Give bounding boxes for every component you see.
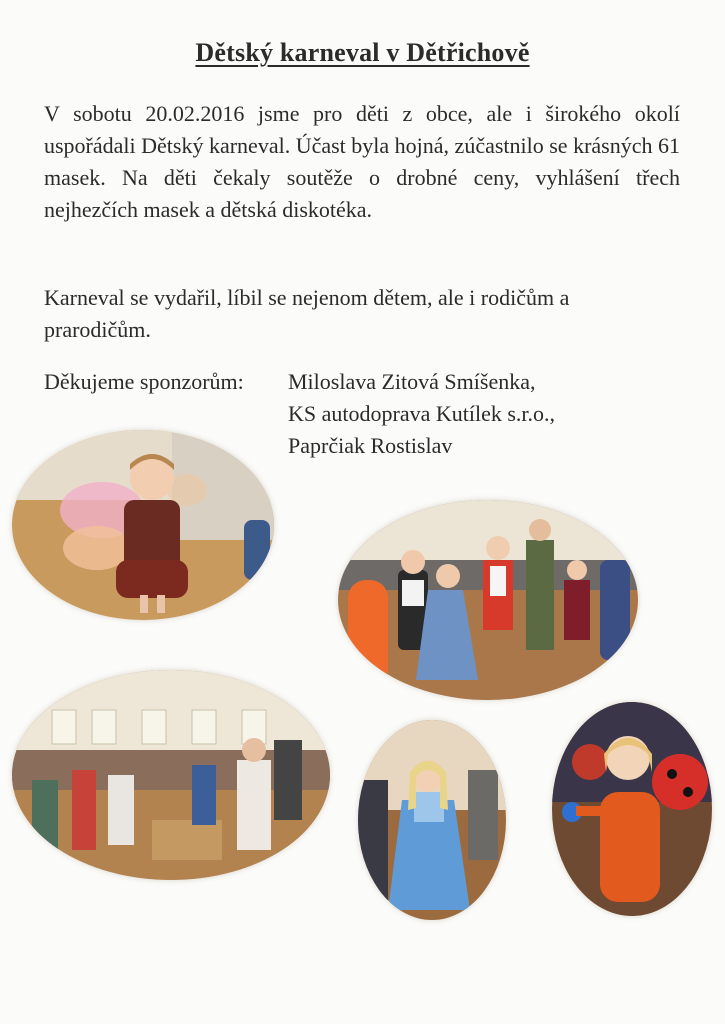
photo-hall-crowd (12, 670, 330, 880)
photo-princess-girl (358, 720, 506, 920)
sponsors-label: Děkujeme sponzorům: (44, 369, 244, 394)
paragraph-event-success: Karneval se vydařil, líbil se nejenom dětem, ale i rodičům a prarodičům. (44, 285, 570, 342)
document-title: Dětský karneval v Dětřichově (195, 38, 530, 67)
sponsor-item: Paprčiak Rostislav (288, 433, 453, 458)
photo-butterfly-girl (12, 430, 274, 620)
photo-dancing-children (338, 500, 638, 700)
paragraph-event-description: V sobotu 20.02.2016 jsme pro děti z obce, ale i širokého okolí uspořádali Dětský karneval. Účast byla hojná, zúčastnilo se krásných 61 masek. Na děti čekaly soutěže o drobné ceny, vyhlášení třech nejhezčích masek a dětská diskotéka. (44, 101, 680, 222)
sponsor-item: KS autodoprava Kutílek s.r.o., (288, 401, 556, 426)
photo-ladybug-girl (552, 702, 712, 916)
sponsor-item: Miloslava Zitová Smíšenka, (288, 369, 536, 394)
